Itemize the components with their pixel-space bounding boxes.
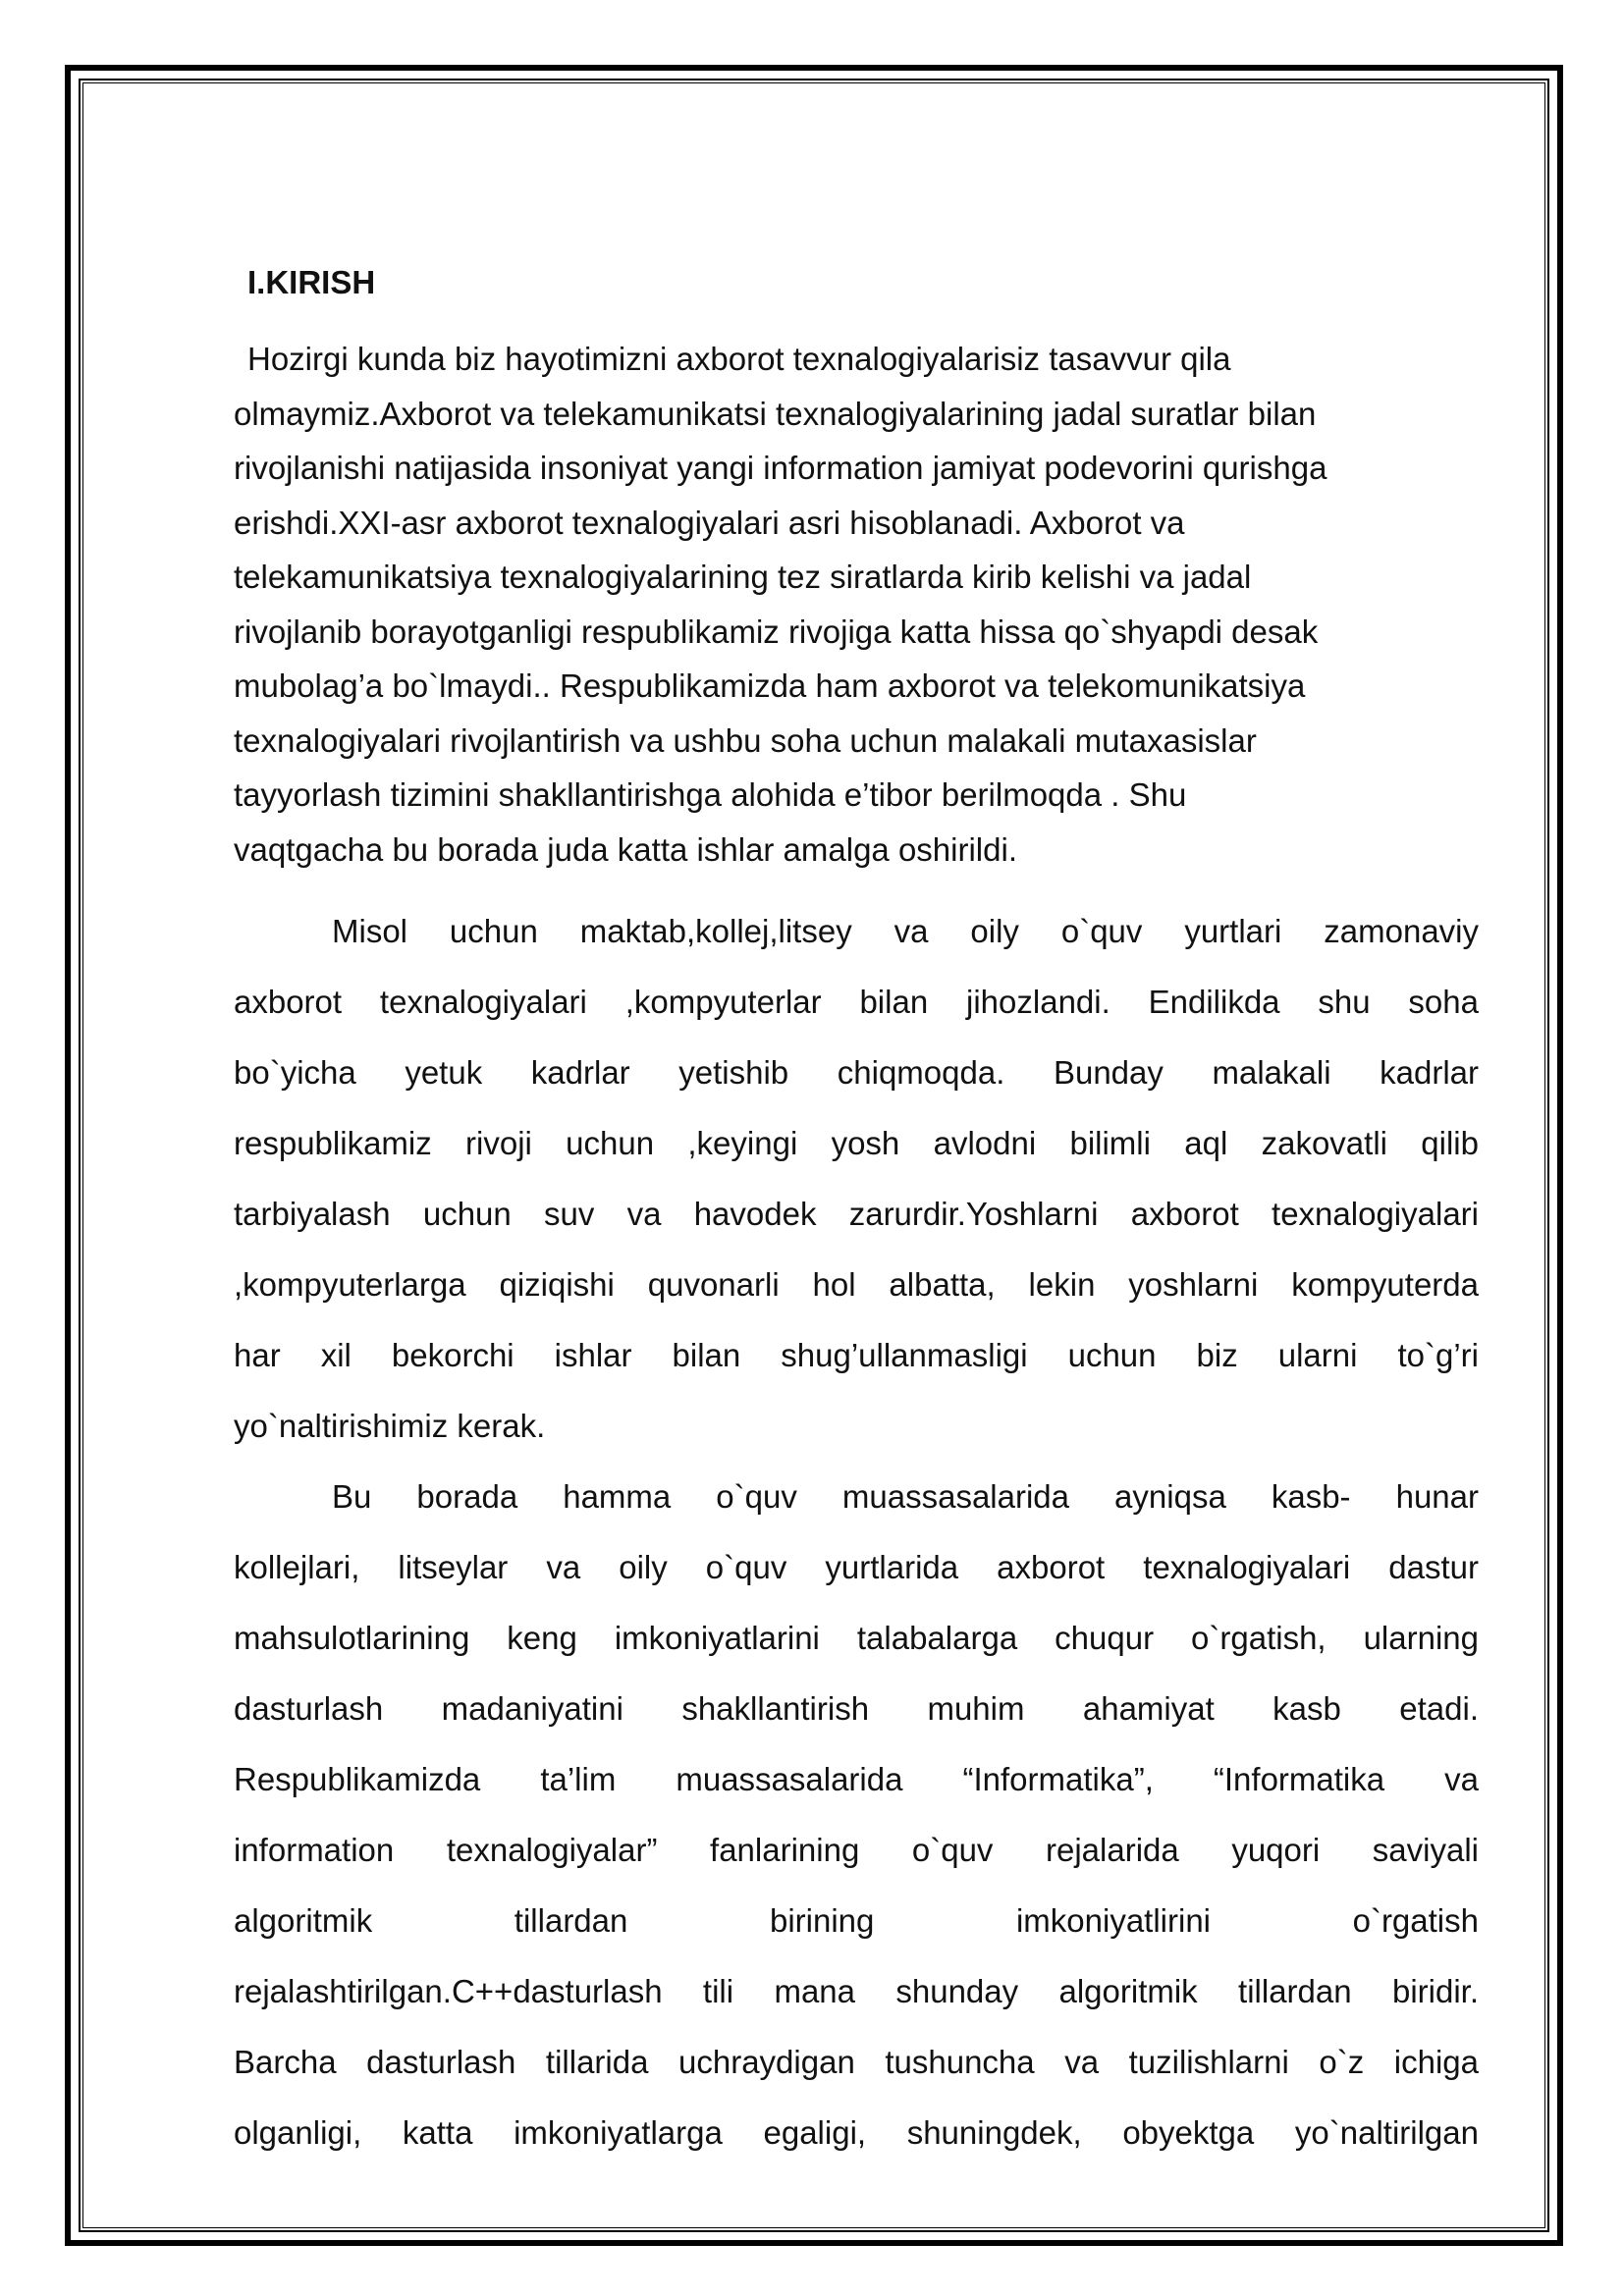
text-line: Respublikamizda ta’lim muassasalarida “Informatika”, “Informatika va	[234, 1761, 1479, 1797]
text-line: algoritmik tillardan birining imkoniyatlirini o`rgatish	[234, 1902, 1479, 1939]
text-line: Barcha dasturlash tillarida uchraydigan tushuncha va tuzilishlarni o`z ichiga	[234, 2044, 1479, 2080]
section-heading: I.KIRISH	[247, 264, 376, 300]
text-line: yo`naltirishimiz kerak.	[234, 1408, 546, 1444]
text-line: dasturlash madaniyatini shakllantirish muhim ahamiyat kasb etadi.	[234, 1690, 1479, 1727]
text-line: vaqtgacha bu borada juda katta ishlar amalga oshirildi.	[234, 830, 1017, 868]
text-line: rejalashtirilgan.C++dasturlash tili mana shunday algoritmik tillardan biridir.	[234, 1973, 1479, 2009]
text-line: texnalogiyalari rivojlantirish va ushbu soha uchun malakali mutaxasislar	[234, 721, 1257, 759]
paragraph-misol	[234, 896, 1479, 1462]
text-line: respublikamiz rivoji uchun ,keyingi yosh avlodni bilimli aql zakovatli qilib	[234, 1125, 1479, 1161]
text-line: telekamunikatsiya texnalogiyalarining tez siratlarda kirib kelishi va jadal	[234, 559, 1252, 595]
paragraph-bu-borada	[234, 1462, 1479, 2168]
text-line: Misol uchun maktab,kollej,litsey va oily o`quv yurtlari zamonaviy	[332, 913, 1479, 949]
text-line: rivojlanib borayotganligi respublikamiz rivojiga katta hissa qo`shyapdi desak	[234, 613, 1319, 650]
document-body	[234, 253, 1479, 2168]
text-line: olmaymiz.Axborot va telekamunikatsi texnalogiyalarining jadal suratlar bilan	[234, 395, 1317, 432]
text-line: mahsulotlarining keng imkoniyatlarini talabalarga chuqur o`rgatish, ularning	[234, 1620, 1479, 1656]
text-line: olganligi, katta imkoniyatlarga egaligi, shuningdek, obyektga yo`naltirilgan	[234, 2114, 1479, 2151]
text-line: kollejlari, litseylar va oily o`quv yurtlarida axborot texnalogiyalari dastur	[234, 1549, 1479, 1585]
text-line: Hozirgi kunda biz hayotimizni axborot texnalogiyalarisiz tasavvur qila	[247, 341, 1231, 377]
text-line: mubolag’a bo`lmaydi.. Respublikamizda ham axborot va telekomunikatsiya	[234, 667, 1306, 704]
text-line: har xil bekorchi ishlar bilan shug’ullanmasligi uchun biz ularni to`g’ri	[234, 1337, 1479, 1373]
text-line: tarbiyalash uchun suv va havodek zarurdir.Yoshlarni axborot texnalogiyalari	[234, 1196, 1479, 1232]
text-line: erishdi.XXI-asr axborot texnalogiyalari asri hisoblanadi. Axborot va	[234, 504, 1185, 541]
text-line: Bu borada hamma o`quv muassasalarida ayniqsa kasb- hunar	[332, 1478, 1479, 1515]
text-line: rivojlanishi natijasida insoniyat yangi information jamiyat podevorini qurishga	[234, 450, 1327, 486]
intro-paragraph	[234, 332, 1479, 877]
text-line: ,kompyuterlarga qiziqishi quvonarli hol albatta, lekin yoshlarni kompyuterda	[234, 1266, 1479, 1303]
text-line: information texnalogiyalar” fanlarining o`quv rejalarida yuqori saviyali	[234, 1832, 1479, 1868]
text-line: bo`yicha yetuk kadrlar yetishib chiqmoqda. Bunday malakali kadrlar	[234, 1054, 1479, 1091]
text-line: tayyorlash tizimini shakllantirishga alohida e’tibor berilmoqda . Shu	[234, 776, 1187, 813]
text-line: axborot texnalogiyalari ,kompyuterlar bilan jihozlandi. Endilikda shu soha	[234, 984, 1479, 1020]
